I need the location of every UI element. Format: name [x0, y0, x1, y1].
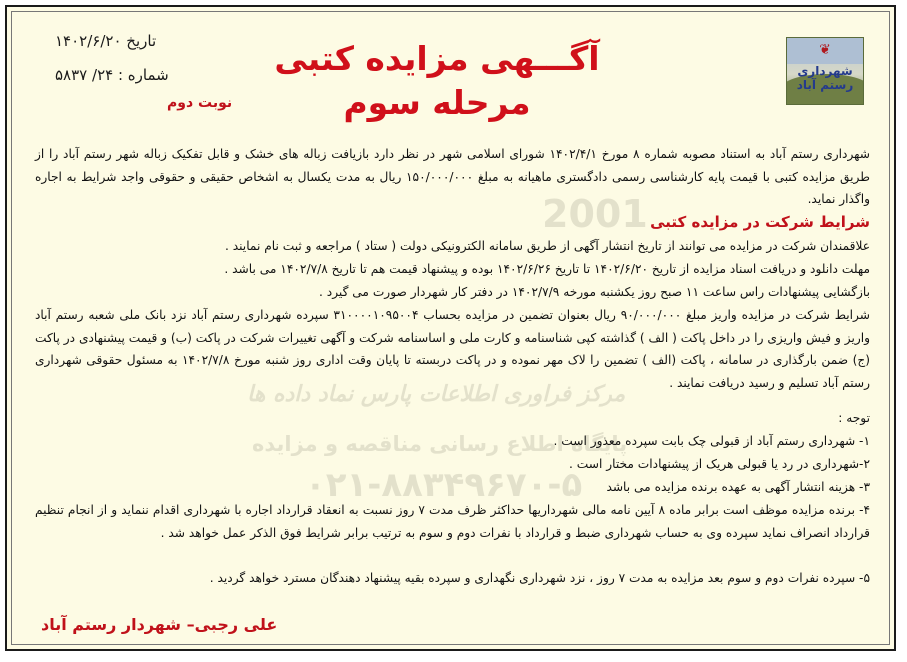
conditions-heading: شرایط شرکت در مزایده کتبی: [650, 213, 870, 231]
note-item: ۲-شهرداری در رد یا قبولی هریک از پیشنهادات مختار است .: [569, 457, 870, 471]
iran-emblem-icon: ❦: [819, 42, 831, 58]
note-item: ۳- هزینه انتشار آگهی به عهده برنده مزایده می باشد: [606, 480, 870, 494]
number-line: [55, 65, 235, 85]
notes-heading: توجه :: [838, 411, 870, 425]
number-label: شماره :: [117, 66, 169, 84]
signature: علی رجبی– شهردار رستم آباد: [41, 615, 278, 634]
note-item: ۴- برنده مزایده موظف است برابر ماده ۸ آیین نامه مالی شهرداریها حداکثر ظرف مدت ۷ روز نسبت به انعقاد قرارداد اجاره با شهرداری اقدام ننماید و از انجام تنظیم قرارداد انصراف نماید سپرده وی به حساب شهرداری ضبط و قرارداد با نفرات دوم و سوم به ترتیب برابر شرایط فوق الذکر عمل خواهد شد .: [35, 503, 871, 540]
note-item: ۵- سپرده نفرات دوم و سوم بعد مزایده به مدت ۷ روز ، نزد شهرداری نگهداری و سپرده بقیه پیشنهاد دهندگان مسترد خواهد گردید .: [209, 571, 870, 585]
date-line: [55, 31, 235, 51]
note-item: ۱- شهرداری رستم آباد از قبولی چک بابت سپرده معذور است .: [553, 434, 870, 448]
number-value: ۲۴/ ۵۸۳۷: [55, 66, 114, 84]
intro-paragraph: شهرداری رستم آباد به استناد مصوبه شماره ۸ مورخ ۱۴۰۲/۴/۱ شورای اسلامی شهر در نظر دارد بازیافت زباله های خشک و قابل تفکیک زباله شهر رستم آباد را از طریق مزایده کتبی با قیمت پایه کارشناسی رسمی دادگستری ماهیانه به مبلغ ۱۵۰/۰۰۰/۰۰۰ ریال به مدت یکسال به اشخاص حقیقی و حقوقی واجد شرایط به اجاره واگذار نماید.: [35, 147, 871, 206]
page-title: آگـــهی مزایده کتبی مرحله سوم: [274, 39, 600, 122]
watermark-year: 2001: [542, 192, 648, 236]
municipality-logo: [786, 37, 864, 105]
date-label: تاریخ: [126, 32, 157, 50]
advertisement-frame: [5, 5, 896, 651]
condition-item: مهلت دانلود و دریافت اسناد مزایده از تاریخ ۱۴۰۲/۶/۲۰ تا تاریخ ۱۴۰۲/۶/۲۶ بوده و پیشنهاد قیمت هم تا تاریخ ۱۴۰۲/۷/۸ می باشد .: [224, 262, 870, 276]
watermark-line2: پایگاه اطلاع رسانی مناقصه و مزایده: [252, 432, 628, 456]
logo-text: شهرداری رستم آباد: [796, 64, 854, 92]
condition-item: بازگشایی پیشنهادات راس ساعت ۱۱ صبح روز یکشنبه مورخه ۱۴۰۲/۷/۹ در دفتر کار شهردار صورت می گیرد .: [319, 285, 870, 299]
condition-item: شرایط شرکت در مزایده واریز مبلغ ۹۰/۰۰۰/۰۰۰ ریال بعنوان تضمین در مزایده بحساب ۳۱۰۰۰۰۱۰۹۵۰۰۴ سپرده شهرداری رستم آباد نزد بانک ملی شعبه رستم آباد واریز و فیش واریزی را در داخل پاکت ( الف ) گذاشته کپی شناسنامه و کارت ملی و اساسنامه شرکت و آگهی تغییرات شرکت در پاکت (ب) و قیمت پیشنهادی در پاکت (ج) ضمن بارگذاری در سامانه ، پاکت (الف ) تضمین را لاک مهر نموده و در پاکت دربسته تا پایان وقت اداری روز شنبه مورخ ۱۴۰۲/۷/۸ به مسئول حقوقی شهرداری رستم آباد تسلیم و رسید دریافت نمایند .: [35, 308, 870, 390]
watermark-phone: ۰۲۱-۸۸۳۴۹۶۷۰-۵: [305, 465, 583, 505]
watermark-line1: مرکز فراوری اطلاعات پارس نماد داده ها: [247, 382, 626, 407]
round-label: نوبت دوم: [167, 95, 233, 111]
date-value: ۱۴۰۲/۶/۲۰: [55, 32, 122, 50]
condition-item: علاقمندان شرکت در مزایده می توانند از تاریخ انتشار آگهی از طریق سامانه الکترونیکی دولت ( ستاد ) مراجعه و ثبت نام نمایند .: [224, 239, 870, 253]
